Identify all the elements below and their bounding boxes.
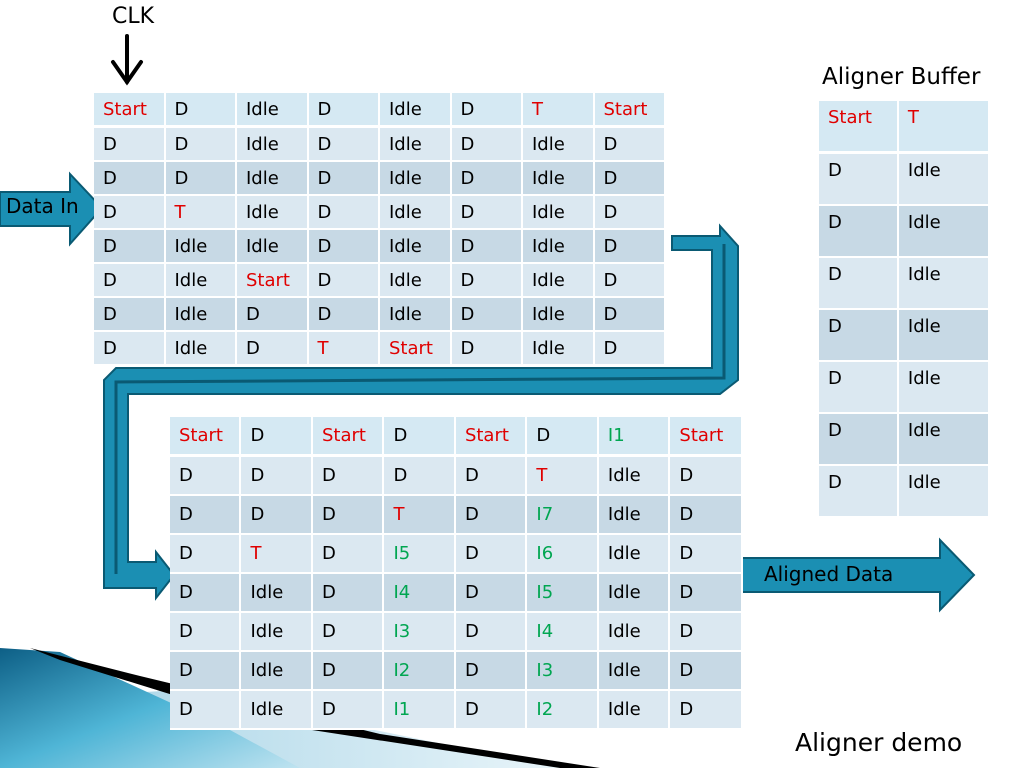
table-cell: D [595, 230, 667, 264]
table-row [819, 466, 990, 518]
table-cell: I1 [599, 417, 670, 457]
table-cell: D [819, 414, 899, 466]
table-cell: Idle [599, 691, 670, 730]
table-cell: I6 [527, 535, 598, 574]
table-cell: D [452, 128, 524, 162]
table-row [819, 101, 990, 154]
table-cell: D [309, 93, 381, 128]
table-cell: Idle [166, 332, 238, 366]
table-cell: T [309, 332, 381, 366]
table-cell: D [595, 196, 667, 230]
table-cell: Idle [523, 196, 595, 230]
table-cell: D [819, 154, 899, 206]
table-cell: D [166, 93, 238, 128]
table-cell: D [94, 128, 166, 162]
table-cell: T [899, 101, 990, 154]
table-cell: Idle [599, 457, 670, 496]
table-cell: T [166, 196, 238, 230]
table-cell: D [670, 652, 743, 691]
table-cell: D [94, 230, 166, 264]
table-cell: D [595, 298, 667, 332]
table-cell: D [241, 496, 312, 535]
table-cell: D [452, 196, 524, 230]
table-cell: D [595, 162, 667, 196]
table-cell: D [384, 417, 455, 457]
table-cell: D [670, 691, 743, 730]
table-cell: Start [170, 417, 241, 457]
table-cell: Idle [899, 466, 990, 518]
table-cell: D [170, 535, 241, 574]
table-cell: D [309, 264, 381, 298]
table-cell: Idle [237, 93, 309, 128]
table-cell: Idle [380, 93, 452, 128]
table-cell: D [313, 535, 384, 574]
table-row [170, 613, 743, 652]
aligner-buffer-table [819, 101, 990, 518]
table-row [819, 362, 990, 414]
table-cell: I2 [527, 691, 598, 730]
table-cell: Idle [523, 332, 595, 366]
table-cell: D [166, 162, 238, 196]
aligned-data-label: Aligned Data [764, 562, 894, 586]
table-cell: Idle [599, 574, 670, 613]
table-cell: Idle [523, 128, 595, 162]
table-cell: Idle [599, 613, 670, 652]
table-row [819, 206, 990, 258]
table-cell: D [170, 574, 241, 613]
table-cell: D [452, 230, 524, 264]
table-cell: Start [313, 417, 384, 457]
table-cell: D [456, 613, 527, 652]
table-cell: Idle [599, 496, 670, 535]
table-cell: D [313, 574, 384, 613]
table-cell: D [452, 264, 524, 298]
table-row [819, 414, 990, 466]
table-cell: D [313, 652, 384, 691]
table-cell: D [166, 128, 238, 162]
table-cell: T [384, 496, 455, 535]
table-cell: T [527, 457, 598, 496]
table-row [94, 128, 666, 162]
table-row [94, 264, 666, 298]
table-cell: D [170, 496, 241, 535]
table-row [170, 574, 743, 613]
table-cell: Idle [523, 162, 595, 196]
table-cell: D [241, 457, 312, 496]
table-cell: Idle [166, 298, 238, 332]
table-row [819, 310, 990, 362]
table-cell: Idle [380, 264, 452, 298]
table-cell: Start [94, 93, 166, 128]
table-cell: Idle [380, 298, 452, 332]
table-cell: D [94, 162, 166, 196]
table-cell: D [456, 652, 527, 691]
table-cell: D [456, 535, 527, 574]
table-cell: D [94, 298, 166, 332]
table-cell: D [595, 264, 667, 298]
table-cell: I2 [384, 652, 455, 691]
table-cell: D [527, 417, 598, 457]
table-cell: D [313, 613, 384, 652]
table-cell: D [94, 196, 166, 230]
table-cell: Idle [380, 230, 452, 264]
table-cell: I4 [527, 613, 598, 652]
table-cell: D [309, 298, 381, 332]
table-cell: D [456, 691, 527, 730]
table-cell: Idle [599, 652, 670, 691]
table-row [94, 93, 666, 128]
table-row [170, 691, 743, 730]
clk-label: CLK [112, 4, 155, 29]
table-cell: I7 [527, 496, 598, 535]
table-cell: Idle [899, 362, 990, 414]
data-in-label: Data In [6, 194, 79, 218]
table-cell: D [241, 417, 312, 457]
table-cell: I3 [527, 652, 598, 691]
table-cell: D [670, 496, 743, 535]
table-cell: D [670, 457, 743, 496]
table-cell: Idle [237, 162, 309, 196]
table-cell: Idle [237, 196, 309, 230]
table-cell: Start [670, 417, 743, 457]
table-cell: Idle [380, 162, 452, 196]
table-cell: D [170, 691, 241, 730]
table-cell: D [309, 196, 381, 230]
table-cell: Idle [380, 196, 452, 230]
table-cell: Idle [380, 128, 452, 162]
table-cell: Start [819, 101, 899, 154]
table-cell: D [819, 258, 899, 310]
table-row [94, 298, 666, 332]
table-cell: D [452, 332, 524, 366]
table-cell: D [94, 332, 166, 366]
table-cell: Start [456, 417, 527, 457]
table-cell: T [523, 93, 595, 128]
table-cell: Idle [241, 613, 312, 652]
table-cell: D [170, 652, 241, 691]
table-cell: D [595, 128, 667, 162]
table-cell: D [819, 466, 899, 518]
table-cell: D [313, 691, 384, 730]
table-row [170, 652, 743, 691]
table-cell: D [456, 496, 527, 535]
table-cell: D [819, 206, 899, 258]
table-cell: D [309, 230, 381, 264]
table-cell: I5 [527, 574, 598, 613]
table-cell: D [595, 332, 667, 366]
table-cell: Idle [166, 264, 238, 298]
table-cell: D [237, 298, 309, 332]
table-cell: D [819, 362, 899, 414]
input-data-table [94, 93, 666, 366]
table-cell: I5 [384, 535, 455, 574]
table-cell: Idle [237, 230, 309, 264]
table-cell: Start [380, 332, 452, 366]
table-row [170, 535, 743, 574]
table-cell: I4 [384, 574, 455, 613]
table-cell: Idle [241, 691, 312, 730]
table-cell: D [170, 457, 241, 496]
table-cell: D [313, 496, 384, 535]
table-cell: D [384, 457, 455, 496]
table-cell: D [94, 264, 166, 298]
table-cell: Idle [166, 230, 238, 264]
table-row [94, 332, 666, 366]
clk-arrow-icon [113, 36, 141, 82]
table-cell: D [670, 535, 743, 574]
table-cell: D [313, 457, 384, 496]
table-cell: Idle [899, 310, 990, 362]
table-cell: Idle [523, 298, 595, 332]
table-cell: D [452, 162, 524, 196]
table-cell: Idle [523, 264, 595, 298]
table-cell: Start [595, 93, 667, 128]
table-cell: D [309, 128, 381, 162]
table-row [94, 162, 666, 196]
aligned-output-table [170, 417, 743, 730]
table-row [94, 196, 666, 230]
table-row [94, 230, 666, 264]
table-cell: D [237, 332, 309, 366]
table-cell: Idle [899, 414, 990, 466]
table-row [170, 496, 743, 535]
table-cell: D [456, 574, 527, 613]
table-cell: I3 [384, 613, 455, 652]
table-cell: D [452, 298, 524, 332]
table-row [170, 417, 743, 457]
table-cell: Idle [599, 535, 670, 574]
table-cell: Idle [241, 574, 312, 613]
table-cell: D [452, 93, 524, 128]
table-cell: Start [237, 264, 309, 298]
table-cell: I1 [384, 691, 455, 730]
table-cell: Idle [899, 258, 990, 310]
table-cell: T [241, 535, 312, 574]
aligner-demo-title: Aligner demo [795, 728, 963, 757]
table-row [819, 258, 990, 310]
table-cell: D [309, 162, 381, 196]
table-cell: Idle [899, 206, 990, 258]
table-cell: Idle [237, 128, 309, 162]
table-cell: D [170, 613, 241, 652]
aligner-buffer-title: Aligner Buffer [822, 64, 981, 90]
table-cell: Idle [899, 154, 990, 206]
table-row [819, 154, 990, 206]
table-cell: Idle [241, 652, 312, 691]
table-cell: Idle [523, 230, 595, 264]
table-cell: D [670, 613, 743, 652]
table-cell: D [670, 574, 743, 613]
table-cell: D [456, 457, 527, 496]
table-cell: D [819, 310, 899, 362]
table-row [170, 457, 743, 496]
